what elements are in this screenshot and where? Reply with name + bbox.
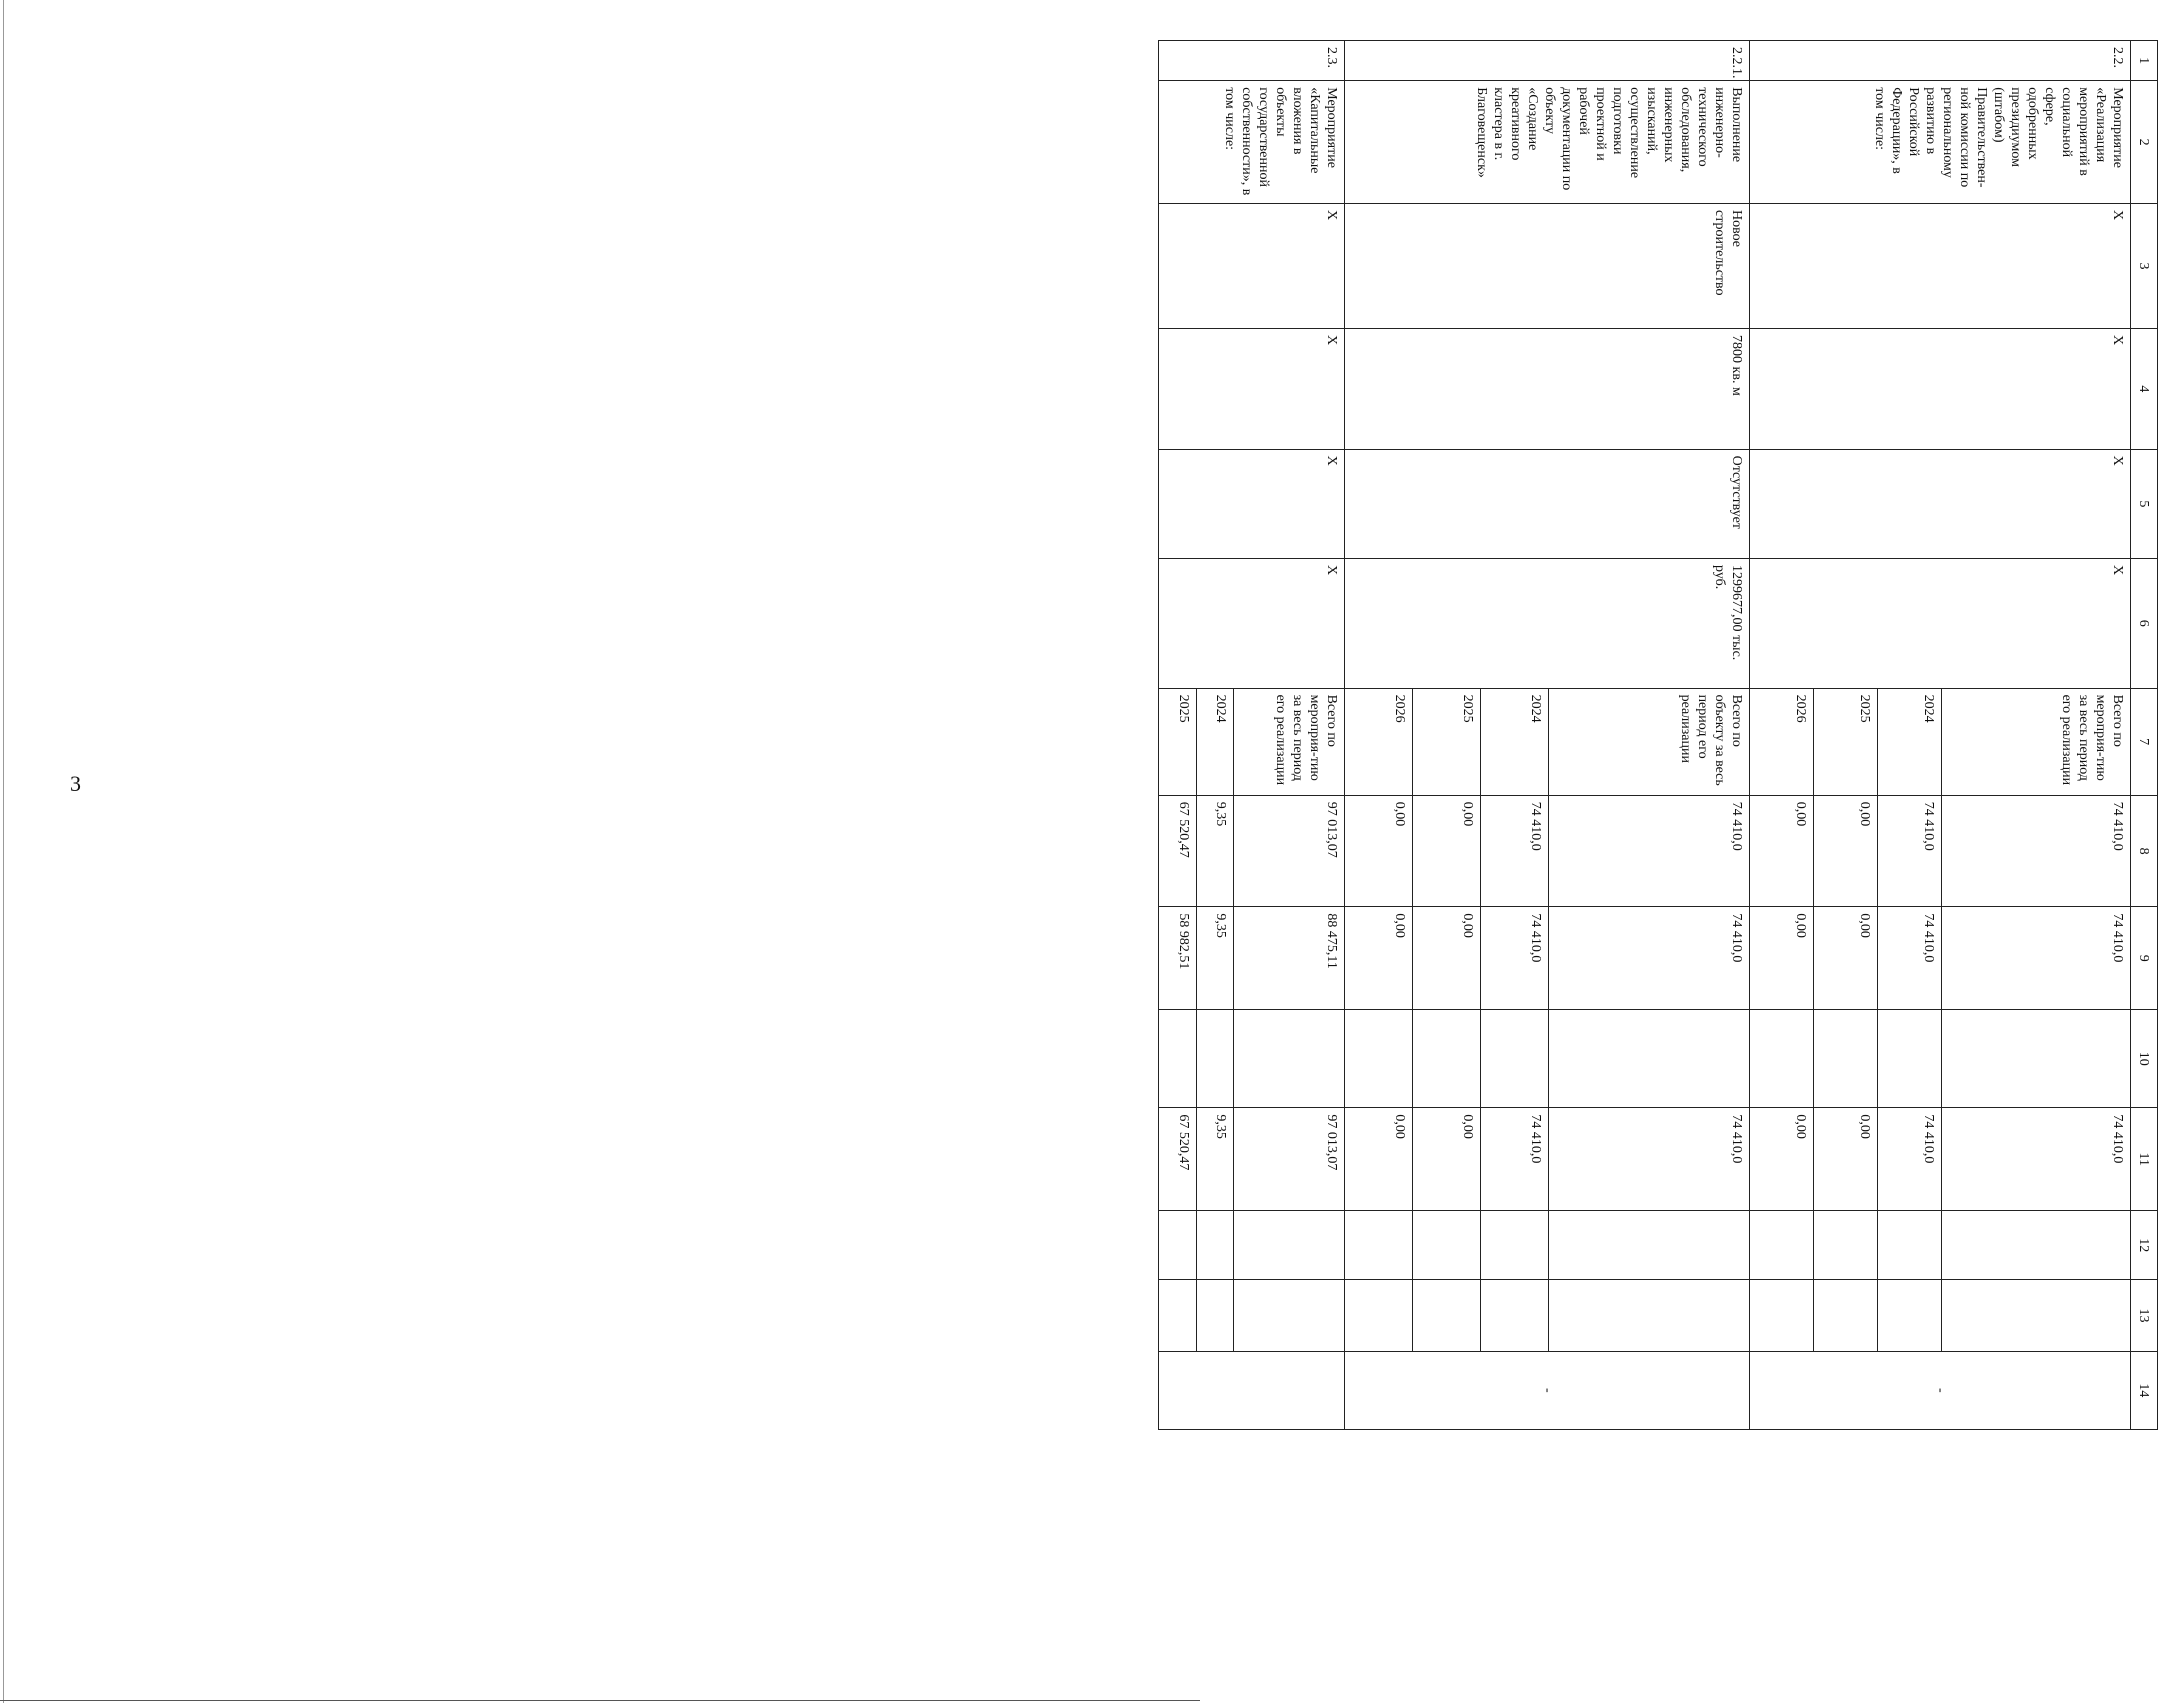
cell-col10 (1941, 1010, 2130, 1108)
cell-col11: 0,00 (1814, 1108, 1878, 1211)
cell-col11: 0,00 (1345, 1108, 1413, 1211)
cell-col9: 58 982,51 (1159, 907, 1197, 1010)
cell-col12 (1878, 1211, 1942, 1280)
period-label: Всего по мероприя-тию за весь период его реализации (1234, 688, 1345, 795)
cell-col9: 9,35 (1196, 907, 1233, 1010)
cell-col13 (1159, 1280, 1197, 1351)
column-number-row (2131, 41, 2158, 1430)
cell-col12 (1345, 1211, 1413, 1280)
col-header-4: 4 (2131, 329, 2158, 450)
cell-col8: 9,35 (1196, 795, 1233, 907)
page-edge-line (3, 0, 4, 1703)
cell-col10 (1345, 1010, 1413, 1108)
col-header-8: 8 (2131, 795, 2158, 907)
row-name: Мероприятие «Реализация мероприятий в социальной сфере, одобренных президиумом (штабом) Правительствен-ной комиссии по региональному развитию в Российской Федерации», в том числе: (1750, 81, 2131, 204)
cell-col3: Х (1750, 204, 2131, 329)
col-header-9: 9 (2131, 907, 2158, 1010)
period-label: 2025 (1159, 688, 1197, 795)
cell-col14: - (1345, 1351, 1750, 1429)
cell-col12 (1941, 1211, 2130, 1280)
row-number: 2.2.1. (1345, 41, 1750, 81)
cell-col3: Х (1159, 204, 1345, 329)
cell-col5: Отсутствует (1345, 449, 1750, 558)
col-header-7: 7 (2131, 688, 2158, 795)
cell-col6: Х (1159, 559, 1345, 689)
cell-col11: 67 520,47 (1159, 1108, 1197, 1211)
cell-col13 (1345, 1280, 1413, 1351)
row-number: 2.3. (1159, 41, 1345, 81)
table-row (1941, 41, 2130, 1430)
cell-col8: 74 410,0 (1549, 795, 1750, 907)
table-row (1234, 41, 1345, 1430)
cell-col9: 74 410,0 (1549, 907, 1750, 1010)
cell-col11: 97 013,07 (1234, 1108, 1345, 1211)
rotated-table-container (1158, 40, 2158, 1430)
cell-col13 (1413, 1280, 1481, 1351)
period-label: Всего по мероприя-тию за весь период его реализации (1941, 688, 2130, 795)
cell-col10 (1413, 1010, 1481, 1108)
cell-col6: 1299677,00 тыс. руб. (1345, 559, 1750, 689)
cell-col13 (1814, 1280, 1878, 1351)
cell-col10 (1878, 1010, 1942, 1108)
col-header-13: 13 (2131, 1280, 2158, 1351)
cell-col10 (1814, 1010, 1878, 1108)
col-header-1: 1 (2131, 41, 2158, 81)
period-label: 2024 (1196, 688, 1233, 795)
cell-col4: Х (1750, 329, 2131, 450)
cell-col4: 7800 кв. м (1345, 329, 1750, 450)
cell-col9: 74 410,0 (1941, 907, 2130, 1010)
cell-col5: Х (1159, 449, 1345, 558)
cell-col13 (1196, 1280, 1233, 1351)
period-label: 2025 (1814, 688, 1878, 795)
cell-col12 (1750, 1211, 1814, 1280)
cell-col12 (1196, 1211, 1233, 1280)
cell-col8: 0,00 (1750, 795, 1814, 907)
period-label: 2025 (1413, 688, 1481, 795)
cell-col9: 0,00 (1750, 907, 1814, 1010)
cell-col10 (1481, 1010, 1549, 1108)
col-header-6: 6 (2131, 559, 2158, 689)
col-header-14: 14 (2131, 1351, 2158, 1429)
cell-col11: 0,00 (1413, 1108, 1481, 1211)
col-header-3: 3 (2131, 204, 2158, 329)
cell-col6: Х (1750, 559, 2131, 689)
cell-col9: 74 410,0 (1481, 907, 1549, 1010)
page-bottom-line (0, 1700, 1200, 1701)
cell-col12 (1549, 1211, 1750, 1280)
cell-col13 (1941, 1280, 2130, 1351)
cell-col4: Х (1159, 329, 1345, 450)
cell-col9: 88 475,11 (1234, 907, 1345, 1010)
col-header-5: 5 (2131, 449, 2158, 558)
cell-col11: 0,00 (1750, 1108, 1814, 1211)
cell-col9: 0,00 (1413, 907, 1481, 1010)
cell-col10 (1196, 1010, 1233, 1108)
cell-col12 (1413, 1211, 1481, 1280)
cell-col9: 0,00 (1814, 907, 1878, 1010)
cell-col8: 74 410,0 (1941, 795, 2130, 907)
col-header-10: 10 (2131, 1010, 2158, 1108)
period-label: 2026 (1345, 688, 1413, 795)
cell-col13 (1481, 1280, 1549, 1351)
cell-col10 (1549, 1010, 1750, 1108)
cell-col8: 0,00 (1413, 795, 1481, 907)
row-name: Выполнение инженерно-технического обследования, инженерных изысканий, осуществление подготовки проектной и рабочей документации по объекту «Создание креативного кластера в г. Благовещенск» (1345, 81, 1750, 204)
cell-col9: 0,00 (1345, 907, 1413, 1010)
cell-col10 (1750, 1010, 1814, 1108)
table-row (1549, 41, 1750, 1430)
cell-col11: 74 410,0 (1941, 1108, 2130, 1211)
period-label: 2026 (1750, 688, 1814, 795)
cell-col8: 67 520,47 (1159, 795, 1197, 907)
cell-col11: 9,35 (1196, 1108, 1233, 1211)
period-label: 2024 (1878, 688, 1942, 795)
col-header-2: 2 (2131, 81, 2158, 204)
cell-col8: 97 013,07 (1234, 795, 1345, 907)
cell-col14: - (1750, 1351, 2131, 1429)
cell-col12 (1234, 1211, 1345, 1280)
cell-col12 (1814, 1211, 1878, 1280)
row-number: 2.2. (1750, 41, 2131, 81)
row-name: Мероприятие «Капитальные вложения в объекты государственной собственности», в том числе: (1159, 81, 1345, 204)
cell-col8: 74 410,0 (1878, 795, 1942, 907)
cell-col8: 0,00 (1814, 795, 1878, 907)
cell-col11: 74 410,0 (1878, 1108, 1942, 1211)
cell-col8: 0,00 (1345, 795, 1413, 907)
col-header-12: 12 (2131, 1211, 2158, 1280)
cell-col11: 74 410,0 (1481, 1108, 1549, 1211)
cell-col10 (1234, 1010, 1345, 1108)
cell-col13 (1878, 1280, 1942, 1351)
cell-col13 (1234, 1280, 1345, 1351)
period-label: 2024 (1481, 688, 1549, 795)
cell-col13 (1549, 1280, 1750, 1351)
cell-col12 (1159, 1211, 1197, 1280)
cell-col5: Х (1750, 449, 2131, 558)
cell-col11: 74 410,0 (1549, 1108, 1750, 1211)
cell-col9: 74 410,0 (1878, 907, 1942, 1010)
cell-col12 (1481, 1211, 1549, 1280)
cell-col8: 74 410,0 (1481, 795, 1549, 907)
program-table (1158, 40, 2158, 1430)
col-header-11: 11 (2131, 1108, 2158, 1211)
cell-col10 (1159, 1010, 1197, 1108)
cell-col13 (1750, 1280, 1814, 1351)
cell-col3: Новое строительство (1345, 204, 1750, 329)
page-number: 3 (70, 771, 81, 796)
cell-col14 (1159, 1351, 1345, 1429)
period-label: Всего по объекту за весь период его реализации (1549, 688, 1750, 795)
